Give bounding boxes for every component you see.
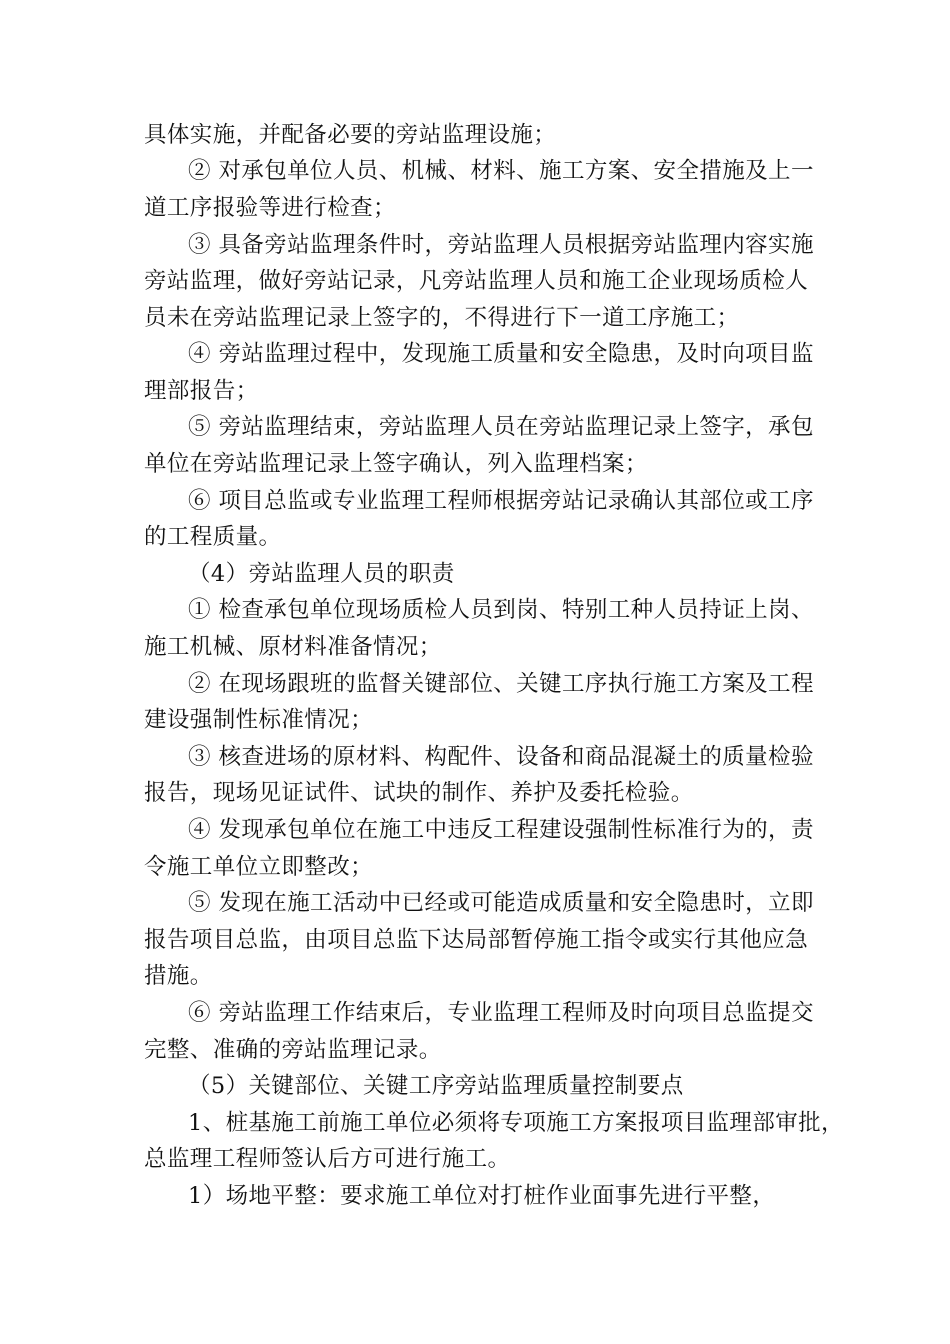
text-line: 报告项目总监，由项目总监下达局部暂停施工指令或实行其他应急 <box>144 927 809 953</box>
text-line: ① 检查承包单位现场质检人员到岗、特别工种人员持证上岗、 <box>188 597 814 623</box>
section-heading: （5）关键部位、关键工序旁站监理质量控制要点 <box>188 1073 684 1099</box>
text-line: ③ 核查进场的原材料、构配件、设备和商品混凝土的质量检验 <box>188 744 814 770</box>
text-line: ② 在现场跟班的监督关键部位、关键工序执行施工方案及工程 <box>188 671 814 697</box>
text-line: ⑥ 项目总监或专业监理工程师根据旁站记录确认其部位或工序 <box>188 488 814 514</box>
text-line: ⑤ 旁站监理结束，旁站监理人员在旁站监理记录上签字，承包 <box>188 414 814 440</box>
text-line: 理部报告； <box>144 378 259 404</box>
text-line: 具体实施，并配备必要的旁站监理设施； <box>144 122 557 148</box>
text-line: ④ 旁站监理过程中，发现施工质量和安全隐患，及时向项目监 <box>188 341 814 367</box>
text-line: 旁站监理，做好旁站记录，凡旁站监理人员和施工企业现场质检人 <box>144 268 809 294</box>
text-line: 1、桩基施工前施工单位必须将专项施工方案报项目监理部审批， <box>188 1110 844 1136</box>
text-line: 员未在旁站监理记录上签字的，不得进行下一道工序施工； <box>144 305 740 331</box>
text-line: 施工机械、原材料准备情况； <box>144 634 442 660</box>
text-line: 总监理工程师签认后方可进行施工。 <box>144 1146 511 1172</box>
text-line: 的工程质量。 <box>144 524 282 550</box>
text-line: 措施。 <box>144 963 213 989</box>
text-line: 完整、准确的旁站监理记录。 <box>144 1037 442 1063</box>
text-line: 令施工单位立即整改； <box>144 854 374 880</box>
text-line: 道工序报验等进行检查； <box>144 195 396 221</box>
text-line: ⑥ 旁站监理工作结束后，专业监理工程师及时向项目总监提交 <box>188 1000 814 1026</box>
text-line: 报告，现场见证试件、试块的制作、养护及委托检验。 <box>144 780 694 806</box>
text-line: 建设强制性标准情况； <box>144 707 374 733</box>
section-heading: （4）旁站监理人员的职责 <box>188 561 455 587</box>
text-line: ④ 发现承包单位在施工中违反工程建设强制性标准行为的，责 <box>188 817 814 843</box>
text-line: 单位在旁站监理记录上签字确认，列入监理档案； <box>144 451 648 477</box>
text-line: ⑤ 发现在施工活动中已经或可能造成质量和安全隐患时，立即 <box>188 890 814 916</box>
text-line: ② 对承包单位人员、机械、材料、施工方案、安全措施及上一 <box>188 158 814 184</box>
text-line: ③ 具备旁站监理条件时，旁站监理人员根据旁站监理内容实施 <box>188 232 814 258</box>
text-line: 1）场地平整：要求施工单位对打桩作业面事先进行平整， <box>188 1183 776 1209</box>
